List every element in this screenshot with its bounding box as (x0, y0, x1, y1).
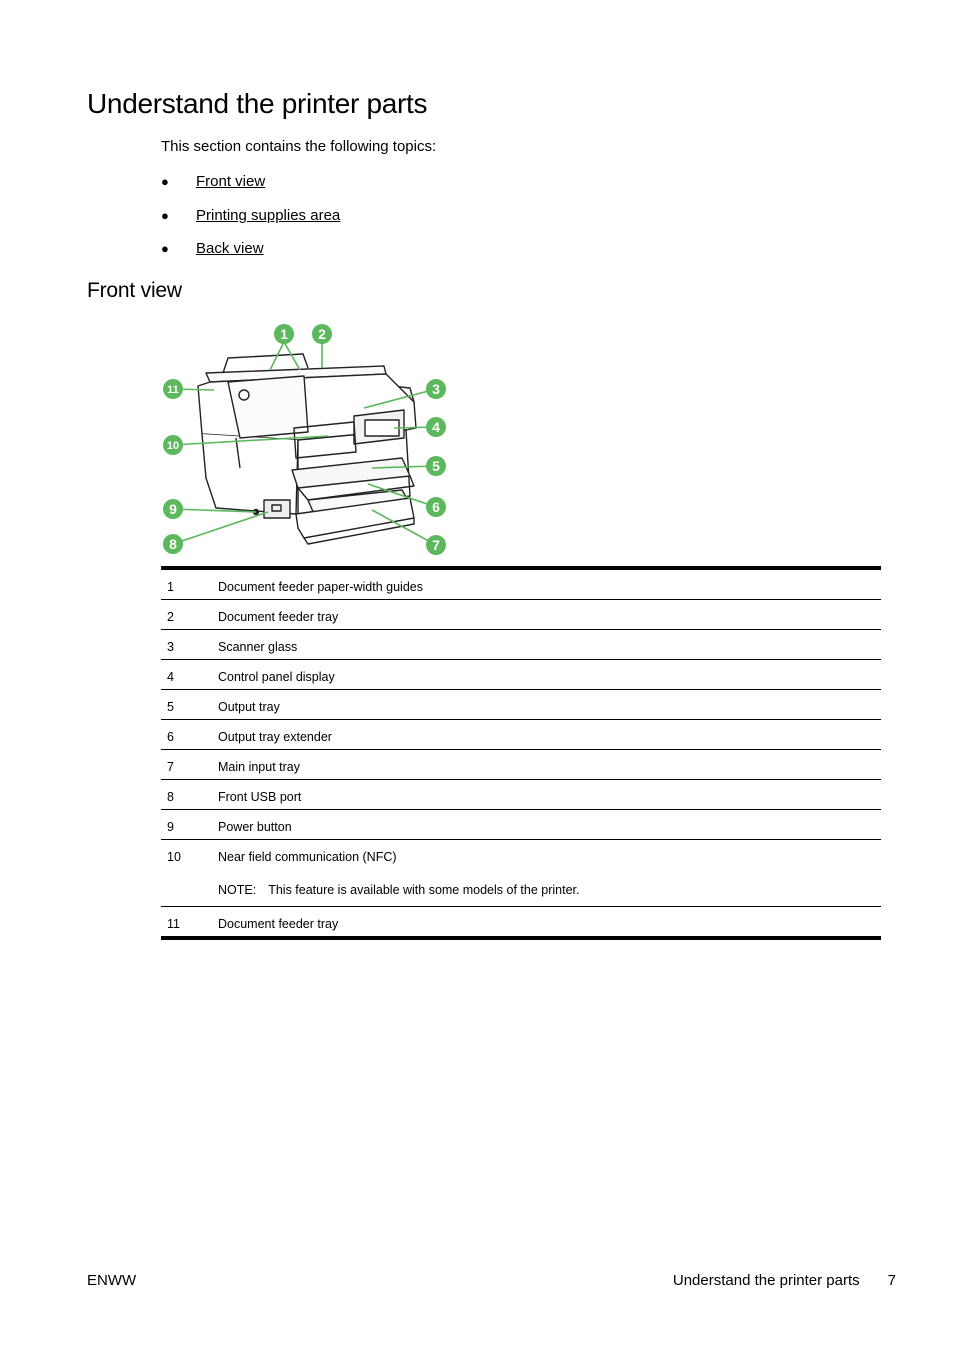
topic-list (161, 172, 340, 273)
part-number: 9 (167, 820, 174, 834)
page-title: Understand the printer parts (87, 88, 428, 119)
topic-item (161, 172, 340, 206)
table-row (161, 690, 881, 720)
callout-10-badge (163, 435, 183, 455)
part-label: Document feeder tray (218, 610, 339, 624)
part-label: Front USB port (218, 790, 302, 804)
callout-9-badge (163, 499, 183, 519)
svg-text:10: 10 (166, 440, 180, 452)
part-number: 8 (167, 790, 174, 804)
printer-front-illustration (158, 318, 454, 563)
part-label: Near field communication (NFC) (218, 850, 397, 864)
bullet-icon: ● (161, 241, 169, 256)
table-row (161, 600, 881, 630)
part-number: 1 (167, 580, 174, 594)
footer-left: ENWW (87, 1272, 137, 1289)
table-row (161, 568, 881, 600)
bullet-icon: ● (161, 207, 169, 223)
part-number: 4 (167, 670, 174, 684)
svg-text:8: 8 (169, 536, 177, 552)
part-label: Power button (218, 820, 292, 834)
callout-2-badge (312, 324, 332, 344)
section-title: Front view (87, 279, 182, 302)
svg-text:2: 2 (318, 326, 326, 342)
callout-11-badge (163, 379, 183, 399)
parts-table (161, 566, 881, 940)
svg-text:4: 4 (432, 419, 440, 435)
part-number: 5 (167, 700, 174, 714)
svg-text:1: 1 (280, 326, 288, 342)
part-label: Main input tray (218, 760, 300, 774)
part-number: 10 (167, 850, 181, 864)
part-label: Output tray (218, 700, 280, 714)
part-label: Document feeder tray (218, 917, 339, 931)
part-number: 3 (167, 640, 174, 654)
note-label: NOTE: (218, 883, 257, 897)
topic-link-printing-supplies-area[interactable]: Printing supplies area (196, 206, 341, 224)
footer-title: Understand the printer parts (672, 1272, 860, 1289)
page-number: 7 (887, 1272, 896, 1289)
note-text: This feature is available with some models of the printer. (268, 883, 580, 897)
callout-5-badge (426, 456, 446, 476)
topic-item (161, 239, 340, 273)
table-row (161, 810, 881, 840)
footer-right (673, 1272, 896, 1289)
part-label: Scanner glass (218, 640, 298, 654)
part-number: 11 (167, 917, 180, 931)
table-row (161, 720, 881, 750)
part-number: 7 (167, 760, 174, 774)
part-number: 6 (167, 730, 174, 744)
svg-text:3: 3 (432, 381, 440, 397)
svg-text:7: 7 (432, 537, 440, 553)
callout-3-badge (426, 379, 446, 399)
topic-link-back-view[interactable]: Back view (196, 240, 264, 257)
table-row (161, 840, 881, 907)
svg-text:5: 5 (432, 458, 440, 474)
table-row (161, 660, 881, 690)
part-label: Document feeder paper-width guides (218, 580, 423, 594)
part-label: Output tray extender (218, 730, 332, 744)
intro-text: This section contains the following topics: (161, 138, 437, 155)
table-row (161, 907, 881, 939)
note (218, 869, 881, 906)
svg-text:6: 6 (432, 499, 440, 515)
callout-8-badge (163, 534, 183, 554)
callout-6-badge (426, 497, 446, 517)
table-row (161, 750, 881, 780)
table-row (161, 630, 881, 660)
svg-text:11: 11 (167, 384, 179, 396)
callout-1-badge (274, 324, 294, 344)
table-row (161, 780, 881, 810)
topic-item (161, 206, 340, 240)
part-number: 2 (167, 610, 174, 624)
topic-link-front-view[interactable]: Front view (196, 173, 266, 190)
part-label: Control panel display (218, 670, 335, 684)
bullet-icon: ● (161, 174, 169, 189)
callout-7-badge (426, 535, 446, 555)
callout-4-badge (426, 417, 446, 437)
svg-text:9: 9 (169, 501, 177, 517)
